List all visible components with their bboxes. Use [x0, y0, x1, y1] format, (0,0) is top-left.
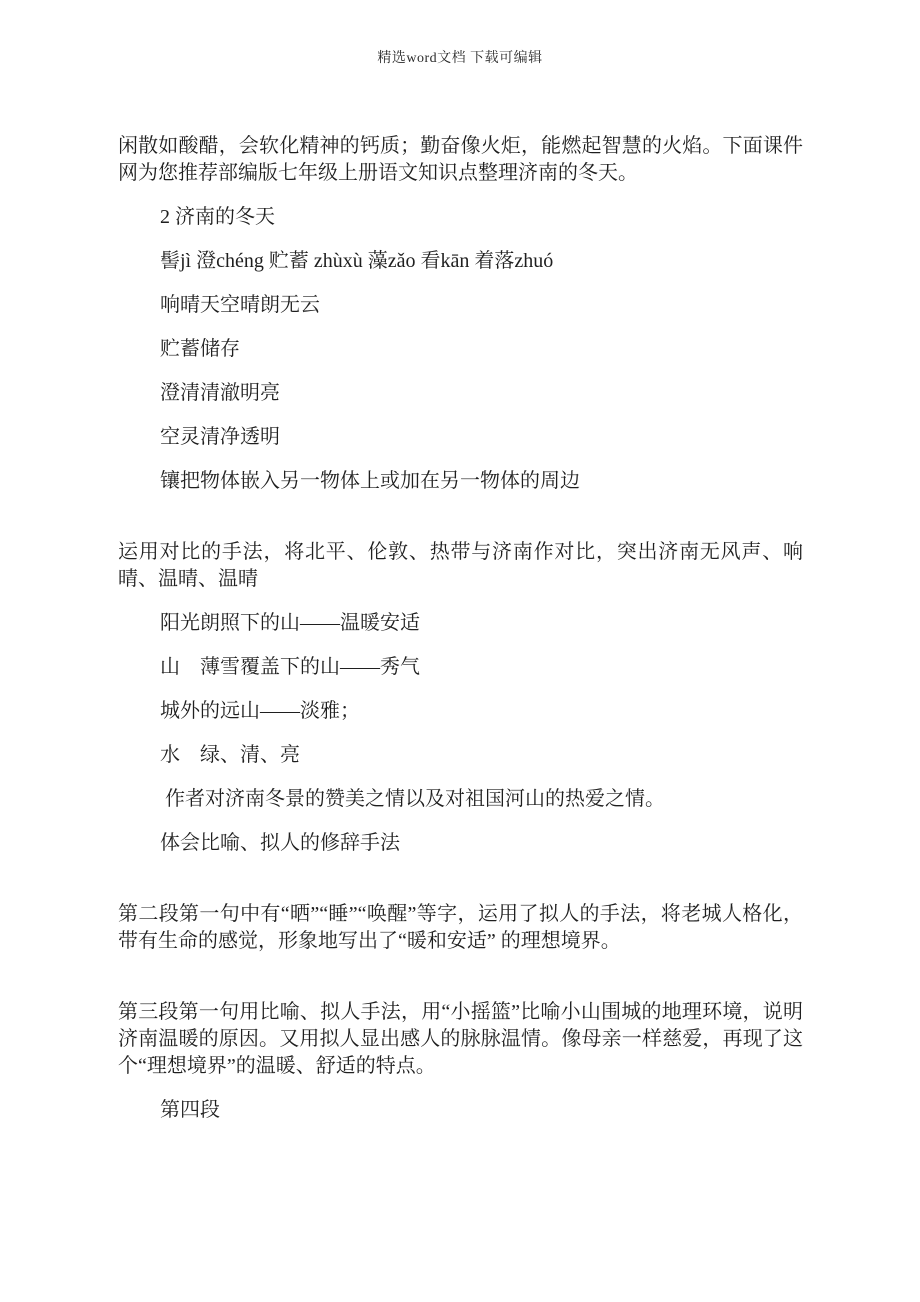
paragraph-contrast: 运用对比的手法，将北平、伦敦、热带与济南作对比，突出济南无风声、响晴、温晴、温晴 [118, 541, 803, 590]
page-header: 精选word文档 下载可编辑 [377, 51, 543, 66]
paragraph-mountain-far: 城外的远山——淡雅； [160, 700, 360, 722]
paragraph-rhetoric: 体会比喻、拟人的修辞手法 [160, 832, 400, 854]
paragraph-intro: 闲散如酸醋，会软化精神的钙质；勤奋像火炬，能燃起智慧的火焰。下面课件网为您推荐部编版七年级上册语文知识点整理济南的冬天。 [118, 135, 803, 184]
document-body [118, 133, 803, 1141]
paragraph-def-chengqing: 澄清清澈明亮 [160, 382, 280, 404]
paragraph-section-4: 第四段 [160, 1099, 220, 1121]
paragraph-mountain-sun: 阳光朗照下的山——温暖安适 [160, 612, 420, 634]
paragraph-water: 水 绿、清、亮 [160, 744, 300, 766]
paragraph-section-2: 第二段第一句中有“晒”“睡”“唤醒”等字，运用了拟人的手法，将老城人格化，带有生命的感觉，形象地写出了“暖和安适” 的理想境界。 [118, 903, 803, 952]
paragraph-pinyin: 髻jì 澄chéng 贮蓄 zhùxù 藻zǎo 看kān 着落zhuó [160, 250, 554, 272]
paragraph-lesson-title: 2 济南的冬天 [160, 206, 275, 228]
paragraph-def-xiangqing: 响晴天空晴朗无云 [160, 294, 320, 316]
paragraph-author-feeling: 作者对济南冬景的赞美之情以及对祖国河山的热爱之情。 [160, 788, 665, 810]
paragraph-def-zhuxu: 贮蓄储存 [160, 338, 240, 360]
paragraph-mountain-snow: 山 薄雪覆盖下的山——秀气 [160, 656, 420, 678]
paragraph-def-kongling: 空灵清净透明 [160, 426, 280, 448]
paragraph-section-3: 第三段第一句用比喻、拟人手法，用“小摇篮”比喻小山围城的地理环境，说明济南温暖的原因。又用拟人显出感人的脉脉温情。像母亲一样慈爱，再现了这个“理想境界”的温暖、舒适的特点。 [118, 1001, 803, 1077]
paragraph-def-xiang: 镶把物体嵌入另一物体上或加在另一物体的周边 [160, 470, 580, 492]
